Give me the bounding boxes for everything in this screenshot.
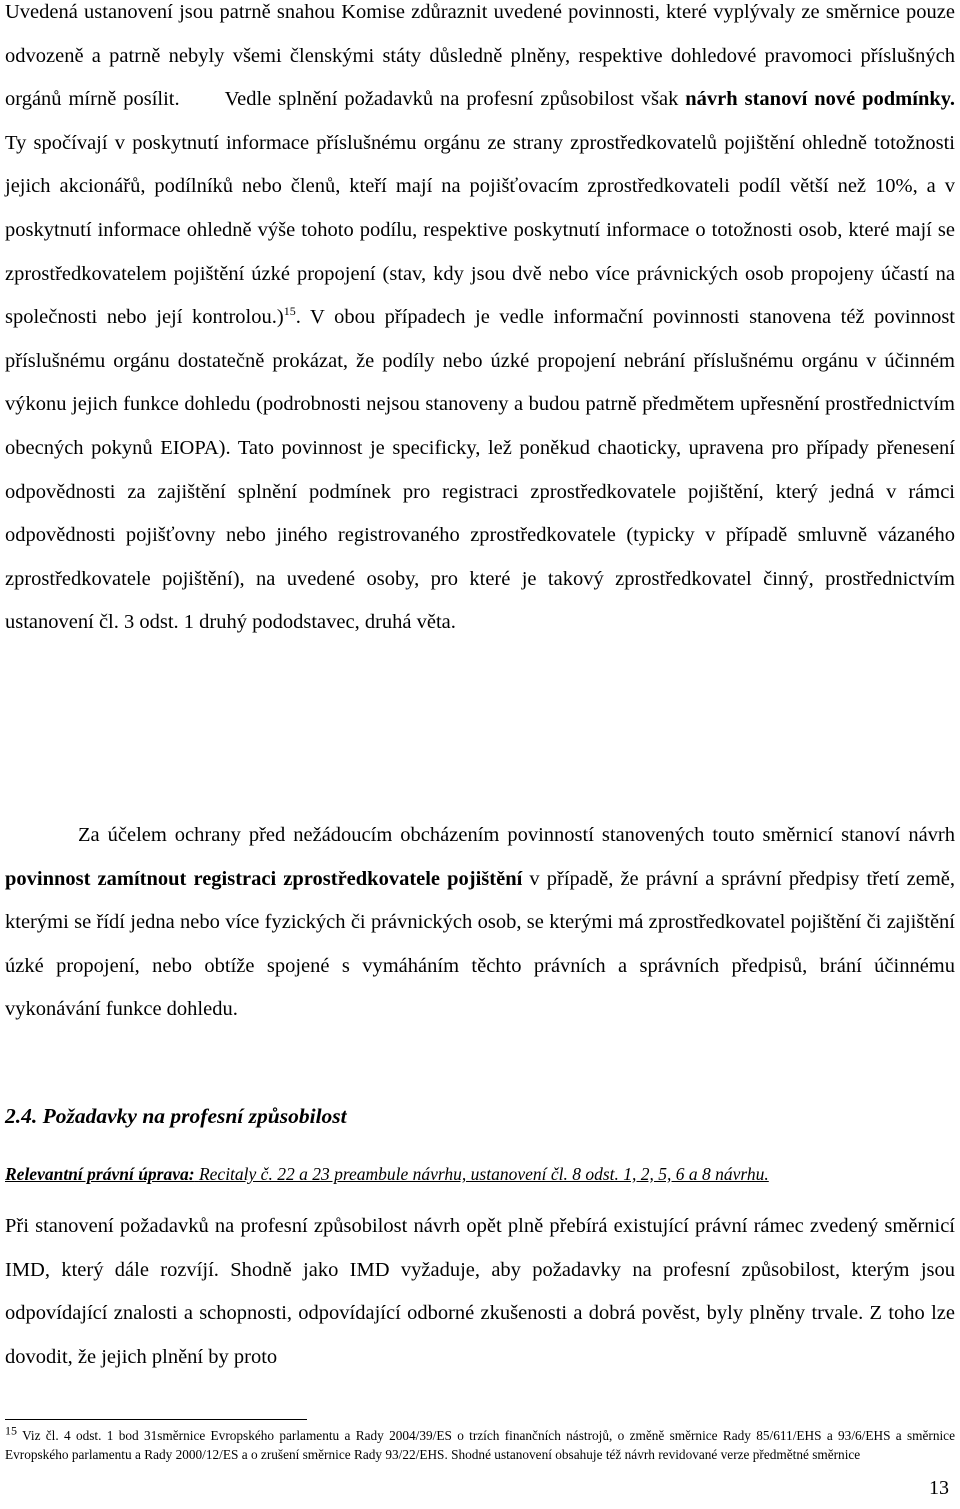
paragraph-1-text-c: Ty spočívají v poskytnutí informace příslušnému orgánu ze strany zprostředkovatelů pojištění ohledně totožnosti jejich akcionářů, podílníků nebo členů, kteří mají na pojišťovacím zprostředkovateli podíl větší než 10%, a v poskytnutí informace ohledně výše tohoto podílu, respektive poskytnutí informace o totožnosti osob, které mají se zprostředkovatelem pojištění úzké propojení (stav, kdy jsou dvě nebo více právnických osob propojeny účastí na společnosti nebo její kontrolou.) xyxy=(5,131,955,329)
paragraph-1-text-a: Uvedená ustanovení jsou patrně snahou Komise zdůraznit uvedené povinnosti, které vyplývaly ze směrnice pouze odvozeně a patrně nebyly všemi členskými státy důsledně plněny, respektive dohledové pravomoci příslušných orgánů mírně posílit. xyxy=(5,1,955,111)
paragraph-1-bold: návrh stanoví nové podmínky. xyxy=(685,88,955,111)
paragraph-1-text-d: . V obou případech je vedle informační povinnosti stanovena též povinnost příslušnému orgánu dostatečně prokázat, že podíly nebo úzké propojení nebrání příslušnému orgánu v účinném výkonu jejich funkce dohledu (podrobnosti nejsou stanoveny a budou patrně předmětem upřesnění prostřednictvím obecných pokynů EIOPA). Tato povinnost je specificky, lež poněkud chaoticky, upravena pro případy přenesení odpovědnosti za zajištění splnění podmínek pro registraci zprostředkovatele pojištění, který jedná v rámci odpovědnosti pojišťovny nebo jiného registrovaného zprostředkovatele (typicky v případě smluvně vázaného zprostředkovatele pojištění), na uvedené osoby, pro které je takový zprostředkovatel činný, prostřednictvím ustanovení čl. 3 odst. 1 druhý pododstavec, druhá věta. xyxy=(5,306,955,634)
footnote-separator xyxy=(5,1419,307,1420)
paragraph-2-text-a: Za účelem ochrany před nežádoucím obcházením povinností stanovených touto směrnicí stanoví návrh xyxy=(78,824,955,846)
legal-basis xyxy=(5,1164,955,1185)
legal-basis-text: Recitaly č. 22 a 23 preambule návrhu, ustanovení čl. 8 odst. 1, 2, 5, 6 a 8 návrhu. xyxy=(198,1164,769,1184)
legal-basis-label: Relevantní právní úprava: xyxy=(5,1164,195,1184)
section-heading: 2.4. Požadavky na profesní způsobilost xyxy=(5,1104,347,1128)
paragraph-2-bold: povinnost zamítnout registraci zprostředkovatele pojištění xyxy=(5,867,523,890)
footnote xyxy=(5,1423,955,1464)
footnote-number: 15 xyxy=(5,1423,17,1438)
paragraph-1 xyxy=(5,0,955,645)
footnote-ref-15[interactable]: 15 xyxy=(283,304,296,319)
paragraph-3: Při stanovení požadavků na profesní způsobilost návrh opět plně přebírá existující právní rámec zvedený směrnicí IMD, který dále rozvíjí. Shodně jako IMD vyžaduje, aby požadavky na profesní způsobilost, kterým jsou odpovídající znalosti a schopnosti, odpovídající odborné zkušenosti a dobrá pověst, byly plněny trvale. Z toho lze dovodit, že jejich plnění by proto xyxy=(5,1215,955,1368)
paragraph-2-text-b: v případě, že právní a správní předpisy třetí země, kterými se řídí jedna nebo více fyzických či právnických osob, se kterými má zprostředkovatel pojištění či zajištění úzké propojení, nebo obtíže spojené s vymáháním těchto právních a správních předpisů, brání účinnému vykonávání funkce dohledu. xyxy=(5,867,955,1021)
page-number: 13 xyxy=(929,1477,949,1499)
paragraph-1-text-b: Vedle splnění požadavků na profesní způsobilost však xyxy=(224,88,679,111)
footnote-text: Viz čl. 4 odst. 1 bod 31směrnice Evropského parlamentu a Rady 2004/39/ES o trzích finančních nástrojů, o změně směrnice Rady 85/611/EHS a 93/6/EHS a směrnice Evropského parlamentu a Rady 2000/12/ES a o zrušení směrnice Rady 93/22/EHS. Shodné ustanovení obsahuje též návrh revidované verze předmětné směrnice xyxy=(5,1428,955,1462)
paragraph-2 xyxy=(5,814,955,1032)
